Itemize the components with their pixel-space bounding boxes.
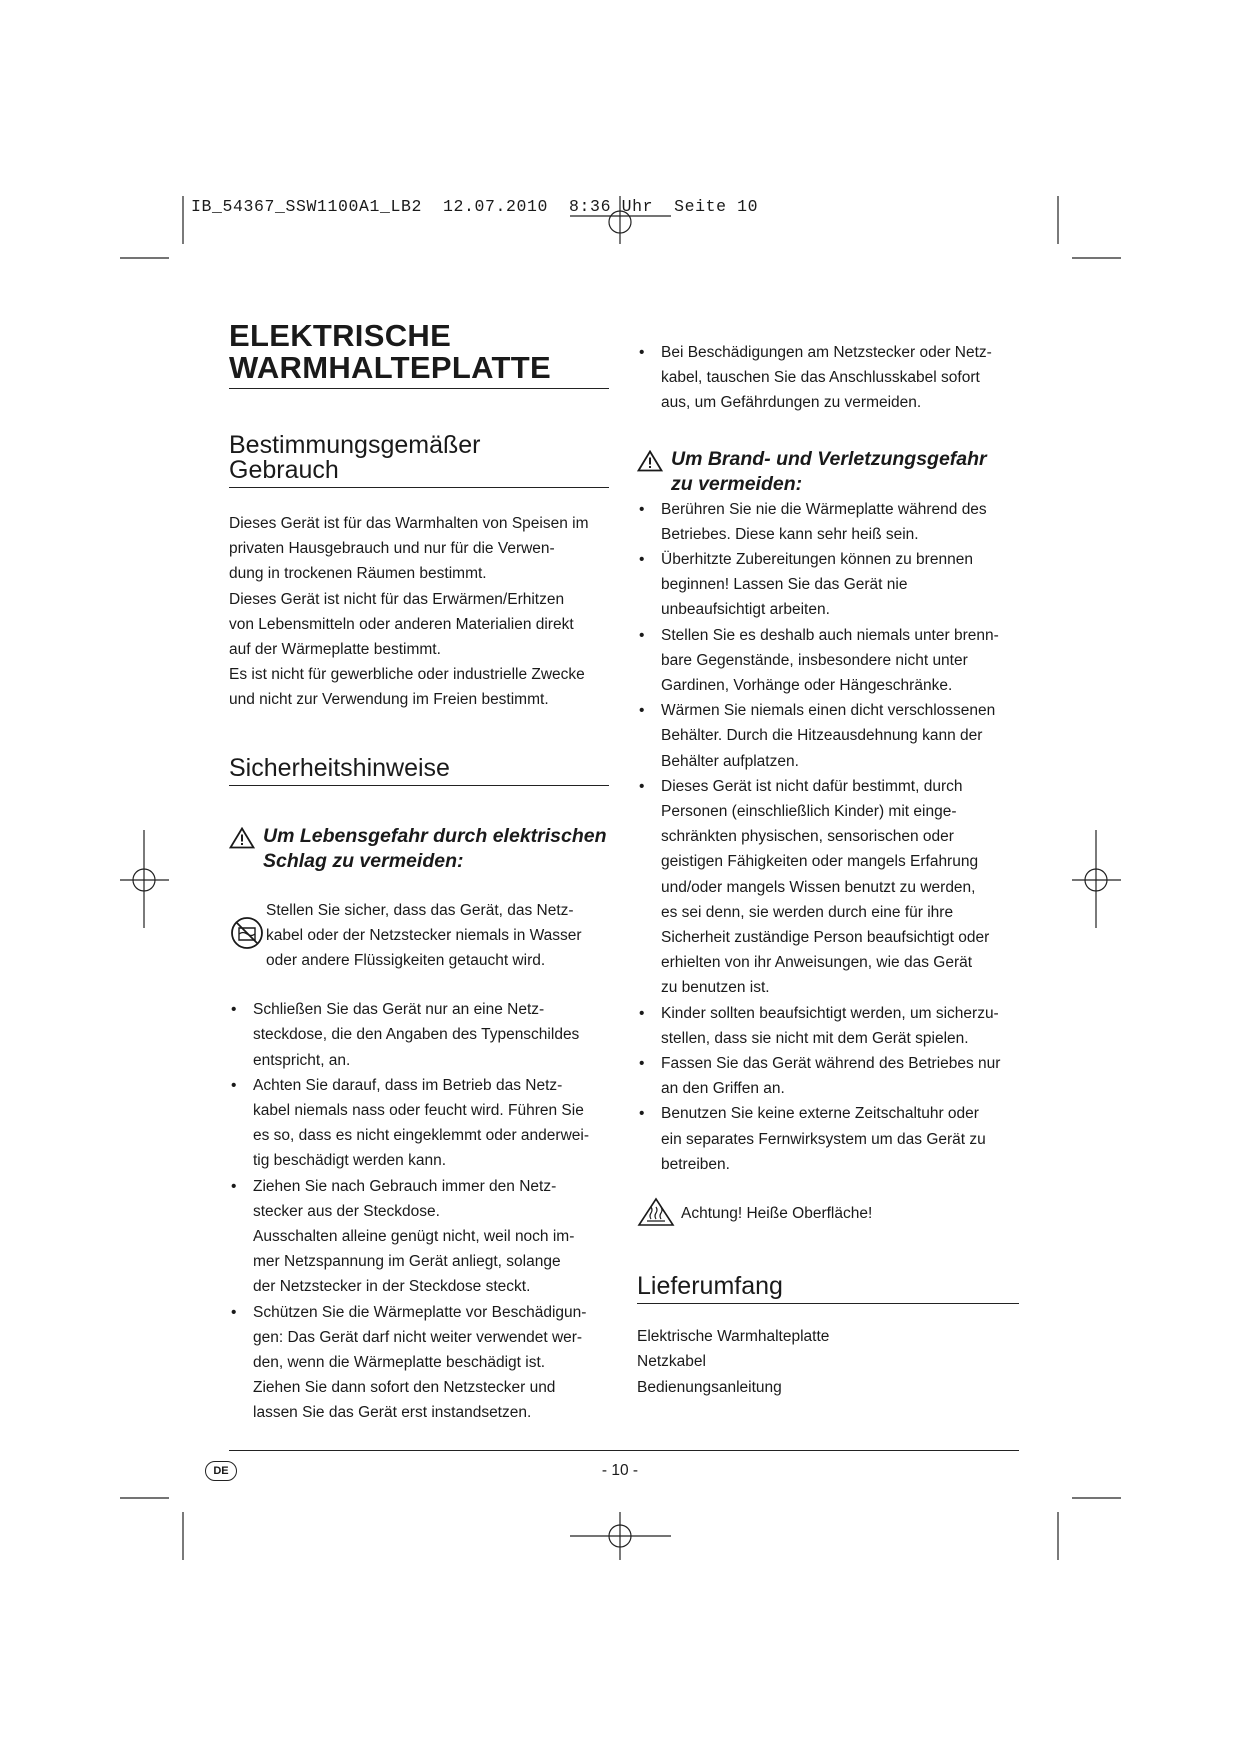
text-line: tig beschädigt werden kann. — [253, 1152, 447, 1170]
text-line: Überhitzte Zubereitungen können zu brennen — [661, 551, 973, 569]
electric-shock-warning-heading — [229, 824, 609, 874]
list-item — [637, 547, 1019, 623]
list-item — [637, 340, 1019, 416]
text-line: steckdose, die den Angaben des Typenschildes — [253, 1026, 580, 1044]
text-line: es so, dass es nicht eingeklemmt oder anderwei- — [253, 1127, 589, 1145]
text-line: dung in trockenen Räumen bestimmt. — [229, 565, 487, 583]
text-line: Gardinen, Vorhänge oder Hängeschränke. — [661, 677, 953, 695]
text-line: Dieses Gerät ist für das Warmhalten von Speisen im — [229, 515, 589, 532]
list-item — [637, 1051, 1019, 1101]
text-line: Schließen Sie das Gerät nur an eine Netz- — [253, 1001, 545, 1019]
text-line: es sei denn, sie werden durch eine für ihre — [661, 903, 954, 921]
text-line: privaten Hausgebrauch und nur für die Verwen- — [229, 540, 555, 558]
text-line: Dieses Gerät ist nicht dafür bestimmt, durch — [661, 777, 963, 795]
language-badge: DE — [205, 1461, 237, 1481]
damage-bullet-list — [637, 340, 1019, 416]
list-item — [229, 1300, 609, 1426]
text-line: auf der Wärmeplatte bestimmt. — [229, 641, 441, 659]
list-item — [637, 698, 1019, 774]
text-line: und nicht zur Verwendung im Freien bestimmt. — [229, 691, 549, 709]
text-line: Sicherheit zuständige Person beaufsichtigt oder — [661, 929, 990, 947]
warning-line-2: Schlag zu vermeiden: — [263, 849, 464, 872]
print-slug: IB_54367_SSW1100A1_LB2 12.07.2010 8:36 Uhr Seite 10 — [191, 197, 759, 216]
text-line: aus, um Gefährdungen zu vermeiden. — [661, 394, 922, 412]
list-item — [637, 1001, 1019, 1051]
text-line: Achten Sie darauf, dass im Betrieb das Netz- — [253, 1076, 563, 1094]
text-line: Ziehen Sie nach Gebrauch immer den Netz- — [253, 1177, 557, 1195]
list-item: Elektrische Warmhalteplatte — [637, 1328, 830, 1346]
page-title-block — [229, 320, 609, 389]
list-item: Bedienungsanleitung — [637, 1378, 782, 1396]
text-line: Bei Beschädigungen am Netzstecker oder Netz- — [661, 344, 992, 361]
list-item — [229, 1073, 609, 1174]
text-line: Wärmen Sie niemals einen dicht verschlossenen — [661, 702, 996, 720]
text-line: schränkten physischen, sensorischen oder — [661, 828, 954, 846]
section-safety-heading: Sicherheitshinweise — [229, 756, 609, 786]
text-line: Behälter aufplatzen. — [661, 752, 799, 770]
text-line: an den Griffen an. — [661, 1080, 785, 1098]
page-number: - 10 - — [601, 1462, 639, 1479]
warning-triangle-icon — [637, 450, 663, 472]
text-line: Betriebes. Diese kann sehr heiß sein. — [661, 525, 919, 543]
no-immersion-icon — [230, 916, 264, 950]
text-line: Stellen Sie sicher, dass das Gerät, das Netz- — [266, 901, 574, 919]
text-line: Fassen Sie das Gerät während des Betriebes nur — [661, 1055, 1001, 1073]
warning-triangle-icon — [229, 827, 255, 849]
page-title-line-2: WARMHALTEPLATTE — [229, 350, 551, 385]
text-line: lassen Sie das Gerät erst instandsetzen. — [253, 1404, 532, 1422]
text-line: Dieses Gerät ist nicht für das Erwärmen/Erhitzen — [229, 590, 565, 608]
warning-line-1: Um Lebensgefahr durch elektrischen — [263, 824, 607, 847]
hot-surface-text: Achtung! Heiße Oberfläche! — [681, 1205, 873, 1223]
list-item — [637, 497, 1019, 547]
hot-surface-note — [637, 1201, 1019, 1226]
text-line: gen: Das Gerät darf nicht weiter verwendet wer- — [253, 1328, 583, 1346]
hot-surface-icon — [637, 1197, 675, 1227]
text-line: oder andere Flüssigkeiten getaucht wird. — [266, 952, 546, 970]
text-line: mer Netzspannung im Gerät anliegt, solange — [253, 1253, 561, 1271]
right-column — [637, 340, 1019, 1400]
section-scope-of-delivery-heading: Lieferumfang — [637, 1274, 1019, 1304]
section-intended-use-heading — [229, 433, 609, 488]
text-line: bare Gegenstände, insbesondere nicht unter — [661, 651, 968, 669]
text-line: entspricht, an. — [253, 1051, 351, 1069]
fire-injury-warning-heading — [637, 447, 1019, 497]
text-line: Schützen Sie die Wärmeplatte vor Beschädigun- — [253, 1303, 587, 1321]
page-title-line-1: ELEKTRISCHE — [229, 318, 452, 353]
text-line: Berühren Sie nie die Wärmeplatte während des — [661, 500, 987, 518]
left-column — [229, 320, 609, 1426]
text-line: Kinder sollten beaufsichtigt werden, um sicherzu- — [661, 1004, 999, 1022]
text-line: und/oder mangels Wissen benutzt zu werden, — [661, 878, 976, 896]
list-item — [637, 1101, 1019, 1177]
list-item: Netzkabel — [637, 1353, 706, 1371]
text-line: unbeaufsichtigt arbeiten. — [661, 601, 830, 619]
text-line: kabel niemals nass oder feucht wird. Führen Sie — [253, 1102, 584, 1120]
list-item — [229, 997, 609, 1073]
warning-line-2: zu vermeiden: — [671, 472, 803, 495]
list-item — [637, 774, 1019, 1001]
warning-line-1: Um Brand- und Verletzungsgefahr — [671, 447, 987, 470]
text-line: Ziehen Sie dann sofort den Netzstecker und — [253, 1379, 556, 1397]
intended-use-paragraph — [229, 511, 609, 713]
text-line: Es ist nicht für gewerbliche oder industrielle Zwecke — [229, 666, 585, 684]
text-line: stecker aus der Steckdose. — [253, 1202, 440, 1220]
text-line: betreiben. — [661, 1155, 730, 1173]
heading-line-1: Bestimmungsgemäßer — [229, 431, 481, 459]
text-line: kabel oder der Netzstecker niemals in Wasser — [266, 926, 582, 944]
text-line: zu benutzen ist. — [661, 979, 770, 997]
text-line: Stellen Sie es deshalb auch niemals unter brenn- — [661, 626, 999, 644]
text-line: kabel, tauschen Sie das Anschlusskabel sofort — [661, 369, 980, 387]
text-line: von Lebensmitteln oder anderen Materialien direkt — [229, 615, 574, 633]
list-item — [637, 623, 1019, 699]
scope-of-delivery-list — [637, 1324, 1019, 1400]
safety-bullet-list — [229, 997, 609, 1425]
text-line: Benutzen Sie keine externe Zeitschaltuhr oder — [661, 1105, 979, 1123]
text-line: Ausschalten alleine genügt nicht, weil noch im- — [253, 1228, 575, 1246]
heading-line-2: Gebrauch — [229, 456, 339, 484]
text-line: geistigen Fähigkeiten oder mangels Erfahrung — [661, 853, 979, 871]
text-line: erhielten von ihr Anweisungen, wie das Gerät — [661, 954, 973, 972]
text-line: der Netzstecker in der Steckdose steckt. — [253, 1278, 531, 1296]
footer-rule — [229, 1450, 1019, 1451]
text-line: beginnen! Lassen Sie das Gerät nie — [661, 576, 908, 594]
text-line: Behälter. Durch die Hitzeausdehnung kann der — [661, 727, 983, 745]
list-item — [229, 1174, 609, 1300]
text-line: stellen, dass sie nicht mit dem Gerät spielen. — [661, 1029, 969, 1047]
text-line: den, wenn die Wärmeplatte beschädigt ist. — [253, 1354, 546, 1372]
fire-safety-bullet-list — [637, 497, 1019, 1177]
text-line: Personen (einschließlich Kinder) mit einge- — [661, 803, 957, 821]
no-immersion-note — [229, 898, 609, 974]
text-line: ein separates Fernwirksystem um das Gerät zu — [661, 1130, 986, 1148]
